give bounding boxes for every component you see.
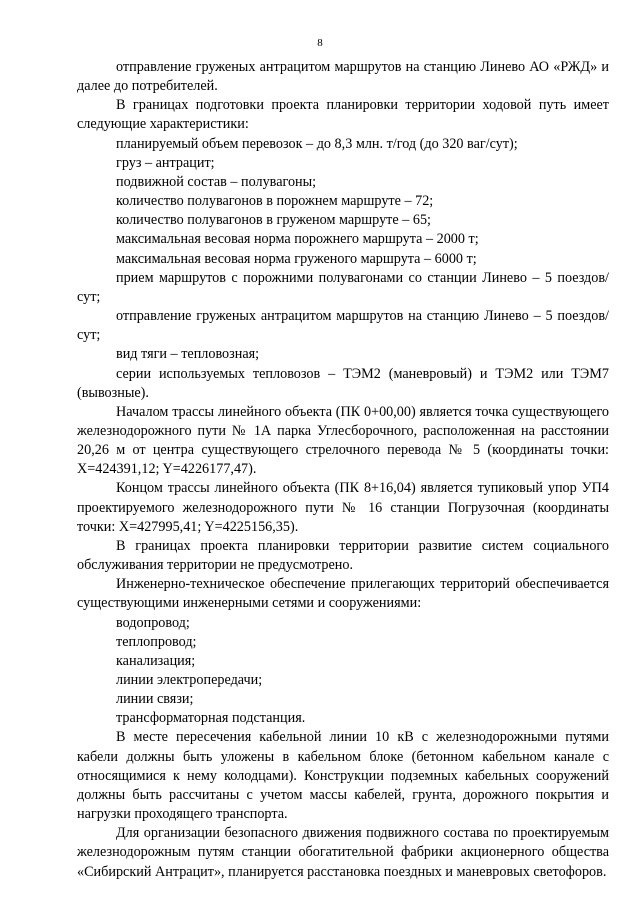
list-item: канализация; (116, 652, 196, 669)
paragraph: отправление груженых антрацитом маршрутов на станцию Линево – 5 поездов/сут; (77, 308, 609, 344)
list-item: груз – антрацит; (116, 154, 215, 171)
paragraph: серии используемых тепловозов – ТЭМ2 (маневровый) и ТЭМ2 или ТЭМ7 (вывозные). (77, 365, 609, 401)
list-item: теплопровод; (116, 633, 197, 650)
list-item: планируемый объем перевозок – до 8,3 млн. т/год (до 320 ваг/сут); (116, 135, 518, 152)
paragraph: В месте пересечения кабельной линии 10 кВ с железнодорожными путями кабели должны быть уложены в кабельном блоке (бетонном кабельном канале с относящимися к нему колодцами). Конструкции подземных кабельных сооружений должны быть рассчитаны с учетом массы кабелей, грунта, дорожного покрытия и нагрузки проходящего транспорта. (77, 729, 609, 823)
list-item: максимальная весовая норма порожнего маршрута – 2000 т; (116, 231, 479, 248)
paragraph: Инженерно-техническое обеспечение прилегающих территорий обеспечивается существующими инженерными сетями и сооружениями: (77, 576, 609, 612)
list-item: линии электропередачи; (116, 672, 263, 688)
document-body (77, 58, 609, 882)
page-number: 8 (317, 37, 323, 49)
paragraph: отправление груженых антрацитом маршрутов на станцию Линево АО «РЖД» и далее до потребителей. (77, 59, 609, 95)
list-item: трансформаторная подстанция. (116, 710, 306, 727)
paragraph: прием маршрутов с порожними полувагонами со станции Линево – 5 поездов/сут; (77, 269, 609, 305)
paragraph: Концом трассы линейного объекта (ПК 8+16,04) является тупиковый упор УП4 проектируемого железнодорожного пути № 16 станции Погрузочная (координаты точки: X=427995,41; Y=4225156,35). (77, 480, 609, 535)
list-item: количество полувагонов в порожнем маршруте – 72; (116, 193, 434, 210)
list-item: вид тяги – тепловозная; (116, 346, 260, 363)
paragraph: Для организации безопасного движения подвижного состава по проектируемым железнодорожным путям станции обогатительной фабрики акционерного общества «Сибирский Антрацит», планируется расстановка поездных и маневровых светофоров. (77, 825, 609, 880)
list-item: подвижной состав – полувагоны; (116, 173, 317, 190)
list-item: максимальная весовая норма груженого маршрута – 6000 т; (116, 250, 477, 267)
list-item: водопровод; (116, 614, 190, 631)
paragraph: В границах проекта планировки территории развитие систем социального обслуживания территории не предусмотрено. (77, 537, 609, 574)
list-item: линии связи; (116, 691, 194, 708)
list-item: количество полувагонов в груженом маршруте – 65; (116, 212, 431, 229)
paragraph: В границах подготовки проекта планировки территории ходовой путь имеет следующие характеристики: (77, 97, 609, 133)
paragraph: Началом трассы линейного объекта (ПК 0+00,00) является точка существующего железнодорожного пути № 1А парка Углесборочного, расположенная на расстоянии 20,26 м от центра существующего стрелочного перевода № 5 (координаты точки: X=424391,12; Y=4226177,47). (77, 403, 609, 478)
